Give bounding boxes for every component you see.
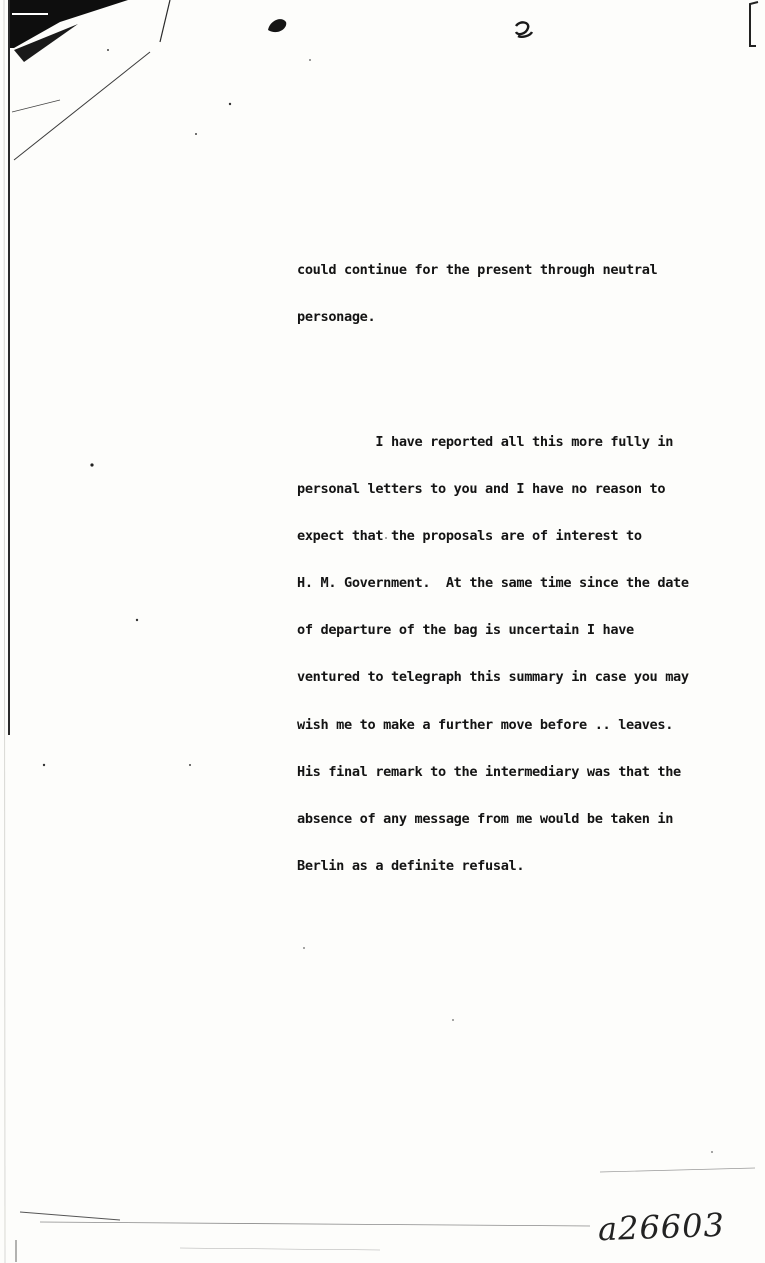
text-line: H. M. Government. At the same time since the date [297, 575, 689, 592]
text-line: ventured to telegraph this summary in case you may [297, 669, 689, 686]
text-line: absence of any message from me would be taken in [297, 810, 674, 827]
text-line: expect that the proposals are of interest to [297, 528, 642, 545]
scan-crease-faint [12, 100, 60, 112]
text-line: personage. [297, 308, 376, 325]
speck [90, 463, 93, 466]
page-edge-shadow [4, 0, 5, 1263]
text-line: of departure of the bag is uncertain I have [297, 622, 634, 639]
bottom-streak-3 [180, 1248, 380, 1250]
text-line: could continue for the present through neutral [297, 261, 658, 278]
punch-mark-left [268, 19, 286, 32]
text-line: wish me to make a further move before .. leaves. [297, 716, 674, 733]
speck [303, 947, 305, 949]
text-line: personal letters to you and I have no reason to [297, 480, 666, 497]
punch-mark-right [516, 22, 532, 36]
speck [195, 133, 197, 135]
speck [43, 764, 45, 766]
speck [452, 1019, 454, 1021]
text-line: His final remark to the intermediary was that the [297, 763, 681, 780]
text-line: I have reported all this more fully in [297, 433, 674, 450]
speck [229, 103, 231, 105]
scan-crease-short [160, 0, 170, 42]
bottom-streak-2 [40, 1222, 590, 1226]
speck [136, 619, 138, 621]
paragraph-1 [297, 231, 757, 357]
speck [107, 49, 109, 51]
speck [189, 764, 191, 766]
paragraph-2 [297, 403, 757, 906]
bottom-streak-4 [600, 1168, 755, 1172]
text-line: Berlin as a definite refusal. [297, 857, 525, 874]
letter-body [297, 200, 757, 937]
top-right-bracket-mark [750, 2, 758, 46]
bottom-streak-1 [20, 1212, 120, 1220]
speck [309, 59, 311, 61]
handwritten-archive-number: a26603 [597, 1205, 726, 1249]
speck [711, 1151, 713, 1153]
corner-fold-shape [10, 0, 128, 48]
